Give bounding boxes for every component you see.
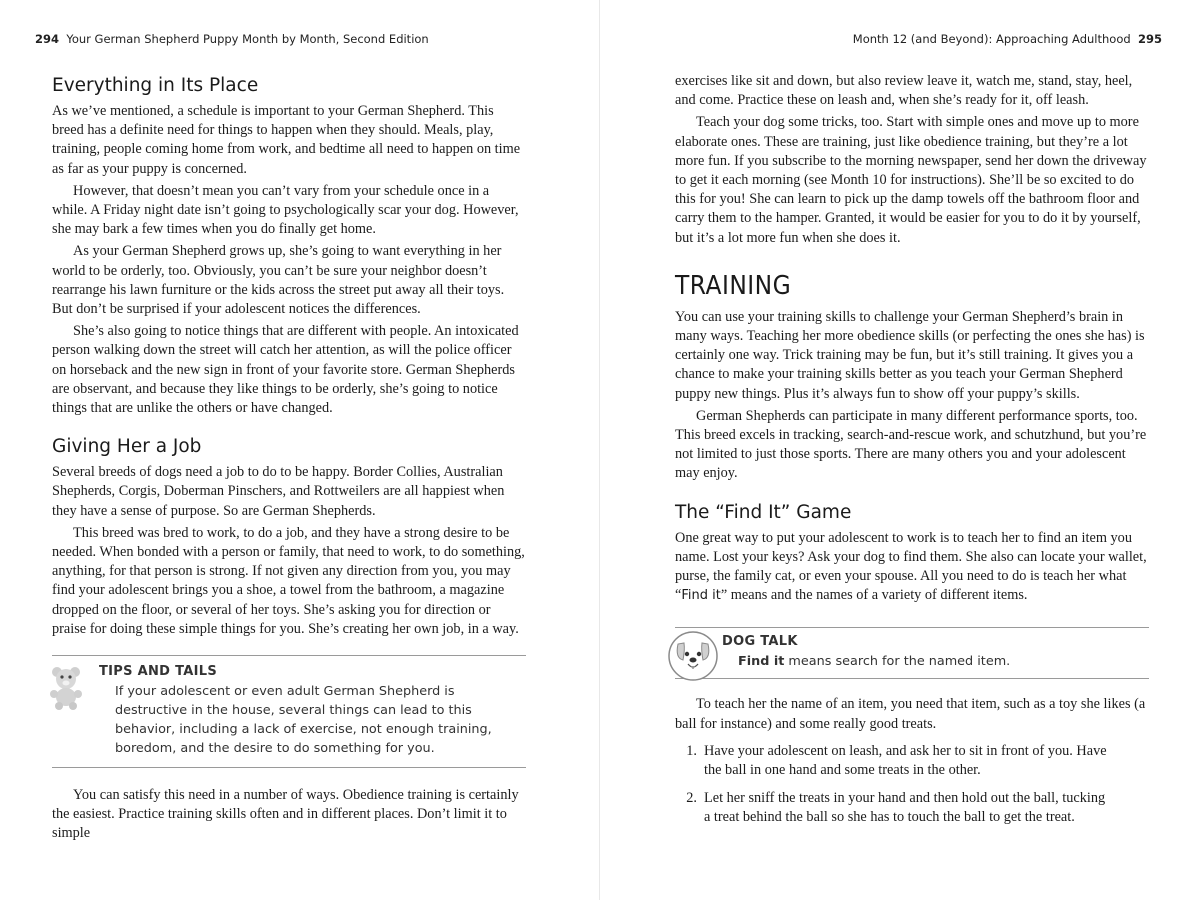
- paragraph: You can satisfy this need in a number of ways. Obedience training is certainly the easiest. Practice training skills often and in different places. Don’t limit it to simple: [52, 787, 519, 842]
- dog-talk-sidebar: [675, 627, 1149, 679]
- paragraph: exercises like sit and down, but also review leave it, watch me, stand, stay, heel, and come. Practice these on leash and, when she’s ready for it, off leash.: [675, 73, 1133, 109]
- list-item: [675, 789, 1149, 827]
- dog-face-icon: [667, 630, 719, 682]
- paragraph: As your German Shepherd grows up, she’s going to want everything in her world to be orderly, too. Obviously, you can’t be sure your neighbor doesn’t rearrange his lawn furniture or the kids across the street put away all their toys. But don’t be surprised if your adolescent notices the differences.: [52, 243, 505, 318]
- dog-talk-body: [722, 652, 1149, 671]
- paragraph: However, that doesn’t mean you can’t vary from your schedule once in a while. A Friday night date isn’t going to psychologically scar your dog. However, she may bark a few times when you do finally get home.: [52, 182, 519, 238]
- step-text: Let her sniff the treats in your hand and then hold out the ball, tucking a treat behind the ball so she has to touch the ball to get the treat.: [704, 790, 1106, 826]
- tips-title: TIPS AND TAILS: [99, 664, 217, 680]
- left-content: [52, 74, 526, 847]
- find-it-term: Find it: [681, 588, 721, 604]
- step-text: Have your adolescent on leash, and ask her to sit in front of you. Have the ball in one hand and some treats in the other.: [704, 742, 1107, 779]
- paragraph: She’s also going to notice things that are different with people. An intoxicated person walking down the street will catch her attention, as will the police officer on horseback and the new sign in front of your favorite store. German Shepherds are observant, and because they like things to be orderly, she’s going to notice things that are unlike the others or have changed.: [52, 323, 519, 417]
- dog-talk-definition: means search for the named item.: [784, 654, 1011, 670]
- find-it-text-after: ” means and the names of a variety of different items.: [720, 587, 1028, 604]
- find-it-heading: The “Find It” Game: [675, 501, 852, 523]
- paragraph: Several breeds of dogs need a job to do to be happy. Border Collies, Australian Shepherds, Corgis, Doberman Pinschers, and Rottweilers are all happiest when they have a sense of purpose. So are German Shepherds.: [52, 464, 505, 519]
- left-page-number: 294: [35, 32, 60, 46]
- paragraph: You can use your training skills to challenge your German Shepherd’s brain in many ways. Teaching her more obedience skills (or perfecting the ones she has) is certainly one way. Trick training may be fun, but it’s still training. It gives you a chance to make your training skills better as you teach your German Shepherd puppy new things. Plus it’s always fun to show off your puppy’s skills.: [675, 308, 1145, 402]
- right-running-head: [853, 32, 1162, 46]
- left-running-head: [35, 32, 429, 46]
- paragraph: This breed was bred to work, to do a job, and they have a strong desire to be needed. When bonded with a person or family, that need to work, to do something, anything, for that person is strong. If not given any direction from you, you may find your adolescent brings you a shoe, a towel from the bathroom, a magazine dropped on the floor, or several of her toys. She’s asking you for direction or praise for doing these simple things for you. She’s creating her own job, in a way.: [52, 524, 525, 637]
- step-number: 1.: [686, 742, 697, 759]
- teddy-bear-icon: [47, 664, 87, 710]
- find-it-text-before: One great way to put your adolescent to work is to teach her to find an item you name. Lost your keys? Ask your dog to find them. She also can locate your wallet, purse, the family cat, or even your spouse. All you need to do is teach her what “: [675, 529, 1147, 604]
- section-heading-everything: Everything in Its Place: [52, 75, 259, 96]
- paragraph: [675, 529, 1149, 606]
- left-running-title: Your German Shepherd Puppy Month by Month, Second Edition: [66, 32, 429, 46]
- paragraph: Teach your dog some tricks, too. Start with simple ones and move up to more elaborate ones. These are training, just like obedience training, but they’re a lot more fun. If you subscribe to the morning newspaper, send her down the driveway to get it each morning (see Month 10 for instructions). She’ll be so excited to do this for you! She can learn to pick up the damp towels off the bathroom floor and carry them to the hamper. Granted, it would be easier for you to do it by yourself, but it’s a lot more fun when she does it.: [675, 114, 1147, 246]
- right-page-number: 295: [1137, 32, 1162, 46]
- paragraph: German Shepherds can participate in many different performance sports, too. This breed excels in tracking, search-and-rescue work, and schutzhund, but you’re not limited to just those sports. There are many others you and your adolescent may enjoy.: [675, 407, 1147, 482]
- paragraph: As we’ve mentioned, a schedule is important to your German Shepherd. This breed has a definite need for things to happen when they should. Meals, play, training, people coming home from work, and bedtime all need to happen on time as far as your puppy is concerned.: [52, 103, 521, 177]
- tips-and-tails-sidebar: [52, 655, 526, 768]
- section-heading-giving-job: Giving Her a Job: [52, 436, 202, 458]
- list-item: [675, 742, 1149, 780]
- dog-talk-title: DOG TALK: [722, 634, 798, 650]
- dog-talk-term: Find it: [738, 654, 785, 670]
- training-heading: TRAINING: [675, 270, 792, 301]
- steps-list: [675, 742, 1149, 828]
- step-number: 2.: [686, 790, 697, 807]
- right-running-title: Month 12 (and Beyond): Approaching Adulthood: [852, 32, 1131, 46]
- tips-body: If your adolescent or even adult German Shepherd is destructive in the house, several things can lead to this behavior, including a lack of exercise, not enough training, boredom, and the desire to do something for you.: [115, 684, 492, 757]
- right-content: [675, 72, 1149, 837]
- paragraph: To teach her the name of an item, you need that item, such as a toy she likes (a ball for instance) and some really good treats.: [675, 696, 1146, 732]
